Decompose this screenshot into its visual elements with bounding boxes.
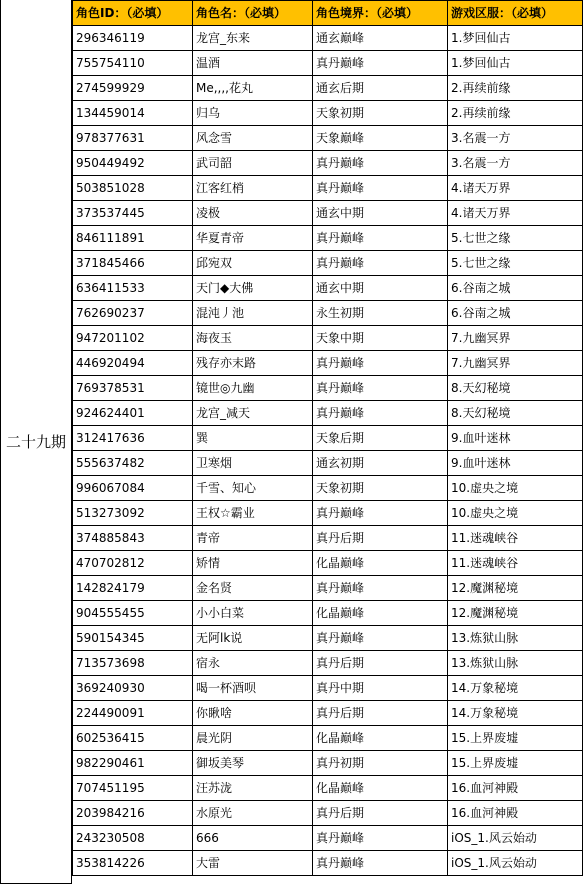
- cell-role-id[interactable]: 446920494: [73, 351, 193, 376]
- cell-role-id[interactable]: 707451195: [73, 776, 193, 801]
- cell-server[interactable]: 14.万象秘境: [448, 701, 583, 726]
- cell-role-name[interactable]: 卫寒烟: [193, 451, 313, 476]
- cell-role-realm[interactable]: 通玄巅峰: [313, 26, 448, 51]
- cell-role-id[interactable]: 755754110: [73, 51, 193, 76]
- cell-server[interactable]: 4.诸天万界: [448, 201, 583, 226]
- cell-role-name[interactable]: 无阿lk说: [193, 626, 313, 651]
- cell-server[interactable]: 7.九幽冥界: [448, 351, 583, 376]
- cell-server[interactable]: iOS_1.风云始动: [448, 826, 583, 851]
- header-role-name[interactable]: 角色名：（必填）: [193, 1, 313, 26]
- cell-role-name[interactable]: 金名贤: [193, 576, 313, 601]
- cell-role-realm[interactable]: 通玄后期: [313, 76, 448, 101]
- cell-role-realm[interactable]: 永生初期: [313, 301, 448, 326]
- table-row: [73, 201, 583, 226]
- table-row: [73, 826, 583, 851]
- header-role-realm[interactable]: 角色境界：（必填）: [313, 1, 448, 26]
- cell-role-realm[interactable]: 天象初期: [313, 476, 448, 501]
- table-row: [73, 351, 583, 376]
- cell-server[interactable]: 9.血叶迷林: [448, 451, 583, 476]
- cell-role-id[interactable]: 555637482: [73, 451, 193, 476]
- table-row: [73, 451, 583, 476]
- cell-role-realm[interactable]: 通玄中期: [313, 201, 448, 226]
- cell-server[interactable]: 7.九幽冥界: [448, 326, 583, 351]
- cell-role-id[interactable]: 762690237: [73, 301, 193, 326]
- cell-role-name[interactable]: 凌极: [193, 201, 313, 226]
- cell-server[interactable]: 4.诸天万界: [448, 176, 583, 201]
- cell-role-id[interactable]: 513273092: [73, 501, 193, 526]
- table-row: [73, 776, 583, 801]
- table-row: [73, 526, 583, 551]
- cell-role-realm[interactable]: 真丹巅峰: [313, 151, 448, 176]
- table-row: [73, 101, 583, 126]
- table-row: [73, 376, 583, 401]
- cell-role-id[interactable]: 602536415: [73, 726, 193, 751]
- table-row: [73, 126, 583, 151]
- cell-role-name[interactable]: 小小白菜: [193, 601, 313, 626]
- cell-role-realm[interactable]: 真丹巅峰: [313, 576, 448, 601]
- table-row: [73, 51, 583, 76]
- cell-server[interactable]: 3.名震一方: [448, 126, 583, 151]
- cell-role-name[interactable]: 残存亦末路: [193, 351, 313, 376]
- cell-role-realm[interactable]: 天象巅峰: [313, 126, 448, 151]
- cell-server[interactable]: 15.上界废墟: [448, 751, 583, 776]
- cell-role-realm[interactable]: 真丹后期: [313, 526, 448, 551]
- table-row: [73, 626, 583, 651]
- cell-role-realm[interactable]: 真丹巅峰: [313, 851, 448, 876]
- table-row: [73, 576, 583, 601]
- cell-server[interactable]: 10.虚央之境: [448, 476, 583, 501]
- cell-server[interactable]: 8.天幻秘境: [448, 376, 583, 401]
- cell-role-name[interactable]: 海夜玉: [193, 326, 313, 351]
- cell-server[interactable]: 13.炼狱山脉: [448, 626, 583, 651]
- cell-role-id[interactable]: 369240930: [73, 676, 193, 701]
- cell-role-id[interactable]: 590154345: [73, 626, 193, 651]
- cell-server[interactable]: 10.虚央之境: [448, 501, 583, 526]
- cell-role-realm[interactable]: 真丹巅峰: [313, 826, 448, 851]
- cell-server[interactable]: 12.魔渊秘境: [448, 576, 583, 601]
- cell-role-id[interactable]: 274599929: [73, 76, 193, 101]
- cell-role-id[interactable]: 371845466: [73, 251, 193, 276]
- cell-role-realm[interactable]: 通玄中期: [313, 276, 448, 301]
- cell-role-name[interactable]: 矫情: [193, 551, 313, 576]
- cell-role-realm[interactable]: 通玄初期: [313, 451, 448, 476]
- cell-role-id[interactable]: 470702812: [73, 551, 193, 576]
- cell-role-name[interactable]: 666: [193, 826, 313, 851]
- cell-role-name[interactable]: 镜世◎九幽: [193, 376, 313, 401]
- cell-role-id[interactable]: 503851028: [73, 176, 193, 201]
- cell-role-realm[interactable]: 真丹巅峰: [313, 351, 448, 376]
- cell-server[interactable]: 1.梦回仙古: [448, 26, 583, 51]
- header-row: [73, 1, 583, 26]
- cell-role-id[interactable]: 947201102: [73, 326, 193, 351]
- cell-role-realm[interactable]: 真丹巅峰: [313, 176, 448, 201]
- cell-server[interactable]: 9.血叶迷林: [448, 426, 583, 451]
- table-row: [73, 426, 583, 451]
- cell-server[interactable]: 16.血河神殿: [448, 776, 583, 801]
- cell-server[interactable]: 2.再续前缘: [448, 101, 583, 126]
- cell-role-name[interactable]: 天门◆大佛: [193, 276, 313, 301]
- cell-role-name[interactable]: 归乌: [193, 101, 313, 126]
- cell-role-name[interactable]: 武司韶: [193, 151, 313, 176]
- cell-role-id[interactable]: 982290461: [73, 751, 193, 776]
- cell-role-realm[interactable]: 真丹巅峰: [313, 226, 448, 251]
- cell-role-id[interactable]: 224490091: [73, 701, 193, 726]
- cell-role-id[interactable]: 846111891: [73, 226, 193, 251]
- table-row: [73, 26, 583, 51]
- cell-role-id[interactable]: 769378531: [73, 376, 193, 401]
- cell-server[interactable]: 13.炼狱山脉: [448, 651, 583, 676]
- table-row: [73, 301, 583, 326]
- table-row: [73, 176, 583, 201]
- cell-server[interactable]: 14.万象秘境: [448, 676, 583, 701]
- cell-role-realm[interactable]: 真丹巅峰: [313, 376, 448, 401]
- cell-role-realm[interactable]: 天象后期: [313, 426, 448, 451]
- cell-server[interactable]: 12.魔渊秘境: [448, 601, 583, 626]
- cell-role-name[interactable]: 龙宫_东来: [193, 26, 313, 51]
- cell-role-name[interactable]: 江客红梢: [193, 176, 313, 201]
- cell-server[interactable]: 16.血河神殿: [448, 801, 583, 826]
- cell-role-id[interactable]: 950449492: [73, 151, 193, 176]
- cell-role-name[interactable]: 喝一杯酒呗: [193, 676, 313, 701]
- cell-role-id[interactable]: 243230508: [73, 826, 193, 851]
- cell-role-id[interactable]: 353814226: [73, 851, 193, 876]
- table-row: [73, 651, 583, 676]
- cell-role-id[interactable]: 296346119: [73, 26, 193, 51]
- table-row: [73, 251, 583, 276]
- cell-server[interactable]: 5.七世之缘: [448, 226, 583, 251]
- cell-role-name[interactable]: 宿永: [193, 651, 313, 676]
- table-row: [73, 601, 583, 626]
- cell-role-id[interactable]: 978377631: [73, 126, 193, 151]
- cell-role-realm[interactable]: 真丹巅峰: [313, 251, 448, 276]
- cell-server[interactable]: 6.谷南之城: [448, 301, 583, 326]
- cell-role-realm[interactable]: 真丹后期: [313, 801, 448, 826]
- table-row: [73, 701, 583, 726]
- cell-role-name[interactable]: 汪苏泷: [193, 776, 313, 801]
- cell-server[interactable]: 5.七世之缘: [448, 251, 583, 276]
- cell-role-name[interactable]: 青帝: [193, 526, 313, 551]
- table-row: [73, 751, 583, 776]
- cell-role-realm[interactable]: 真丹巅峰: [313, 51, 448, 76]
- cell-role-name[interactable]: 王权☆霸业: [193, 501, 313, 526]
- cell-role-name[interactable]: 邱宛双: [193, 251, 313, 276]
- table-row: [73, 276, 583, 301]
- table-row: [73, 676, 583, 701]
- cell-role-realm[interactable]: 化晶巅峰: [313, 551, 448, 576]
- cell-role-id[interactable]: 636411533: [73, 276, 193, 301]
- cell-role-id[interactable]: 312417636: [73, 426, 193, 451]
- cell-server[interactable]: 3.名震一方: [448, 151, 583, 176]
- table-row: [73, 551, 583, 576]
- cell-server[interactable]: iOS_1.风云始动: [448, 851, 583, 876]
- cell-role-name[interactable]: 华夏青帝: [193, 226, 313, 251]
- cell-role-name[interactable]: 你瞅啥: [193, 701, 313, 726]
- table-row: [73, 326, 583, 351]
- cell-role-name[interactable]: 晨光阴: [193, 726, 313, 751]
- cell-server[interactable]: 1.梦回仙古: [448, 51, 583, 76]
- header-server[interactable]: 游戏区服：（必填）: [448, 1, 583, 26]
- cell-server[interactable]: 15.上界废墟: [448, 726, 583, 751]
- cell-role-id[interactable]: 134459014: [73, 101, 193, 126]
- table-row: [73, 226, 583, 251]
- table-row: [73, 726, 583, 751]
- cell-role-name[interactable]: Me,,,,花丸: [193, 76, 313, 101]
- cell-role-name[interactable]: 混沌丿池: [193, 301, 313, 326]
- table-row: [73, 476, 583, 501]
- cell-server[interactable]: 2.再续前缘: [448, 76, 583, 101]
- cell-role-realm[interactable]: 真丹后期: [313, 651, 448, 676]
- cell-role-id[interactable]: 374885843: [73, 526, 193, 551]
- table-row: [73, 151, 583, 176]
- cell-role-name[interactable]: 龙宫_减天: [193, 401, 313, 426]
- cell-role-name[interactable]: 风念雪: [193, 126, 313, 151]
- cell-role-id[interactable]: 713573698: [73, 651, 193, 676]
- cell-role-id[interactable]: 203984216: [73, 801, 193, 826]
- cell-role-name[interactable]: 巽: [193, 426, 313, 451]
- registration-table: [72, 0, 583, 876]
- cell-role-id[interactable]: 373537445: [73, 201, 193, 226]
- cell-role-id[interactable]: 924624401: [73, 401, 193, 426]
- cell-role-name[interactable]: 温酒: [193, 51, 313, 76]
- cell-role-realm[interactable]: 真丹中期: [313, 676, 448, 701]
- cell-role-realm[interactable]: 真丹巅峰: [313, 401, 448, 426]
- cell-role-realm[interactable]: 真丹后期: [313, 701, 448, 726]
- cell-role-name[interactable]: 大雷: [193, 851, 313, 876]
- table-row: [73, 76, 583, 101]
- cell-server[interactable]: 6.谷南之城: [448, 276, 583, 301]
- period-merged-cell[interactable]: 二十九期: [0, 0, 72, 884]
- cell-server[interactable]: 11.迷魂峡谷: [448, 551, 583, 576]
- cell-role-realm[interactable]: 真丹巅峰: [313, 501, 448, 526]
- cell-role-realm[interactable]: 真丹初期: [313, 751, 448, 776]
- header-role-id[interactable]: 角色ID：（必填）: [73, 1, 193, 26]
- cell-role-name[interactable]: 御坂美琴: [193, 751, 313, 776]
- cell-server[interactable]: 11.迷魂峡谷: [448, 526, 583, 551]
- cell-role-realm[interactable]: 化晶巅峰: [313, 776, 448, 801]
- table-row: [73, 801, 583, 826]
- cell-role-realm[interactable]: 天象初期: [313, 101, 448, 126]
- cell-role-realm[interactable]: 化晶巅峰: [313, 726, 448, 751]
- cell-role-realm[interactable]: 化晶巅峰: [313, 601, 448, 626]
- cell-role-id[interactable]: 142824179: [73, 576, 193, 601]
- cell-server[interactable]: 8.天幻秘境: [448, 401, 583, 426]
- cell-role-name[interactable]: 千雪、知心: [193, 476, 313, 501]
- cell-role-id[interactable]: 996067084: [73, 476, 193, 501]
- cell-role-realm[interactable]: 真丹巅峰: [313, 626, 448, 651]
- cell-role-realm[interactable]: 天象中期: [313, 326, 448, 351]
- table-row: [73, 401, 583, 426]
- table-row: [73, 501, 583, 526]
- table-row: [73, 851, 583, 876]
- cell-role-id[interactable]: 904555455: [73, 601, 193, 626]
- cell-role-name[interactable]: 水原光: [193, 801, 313, 826]
